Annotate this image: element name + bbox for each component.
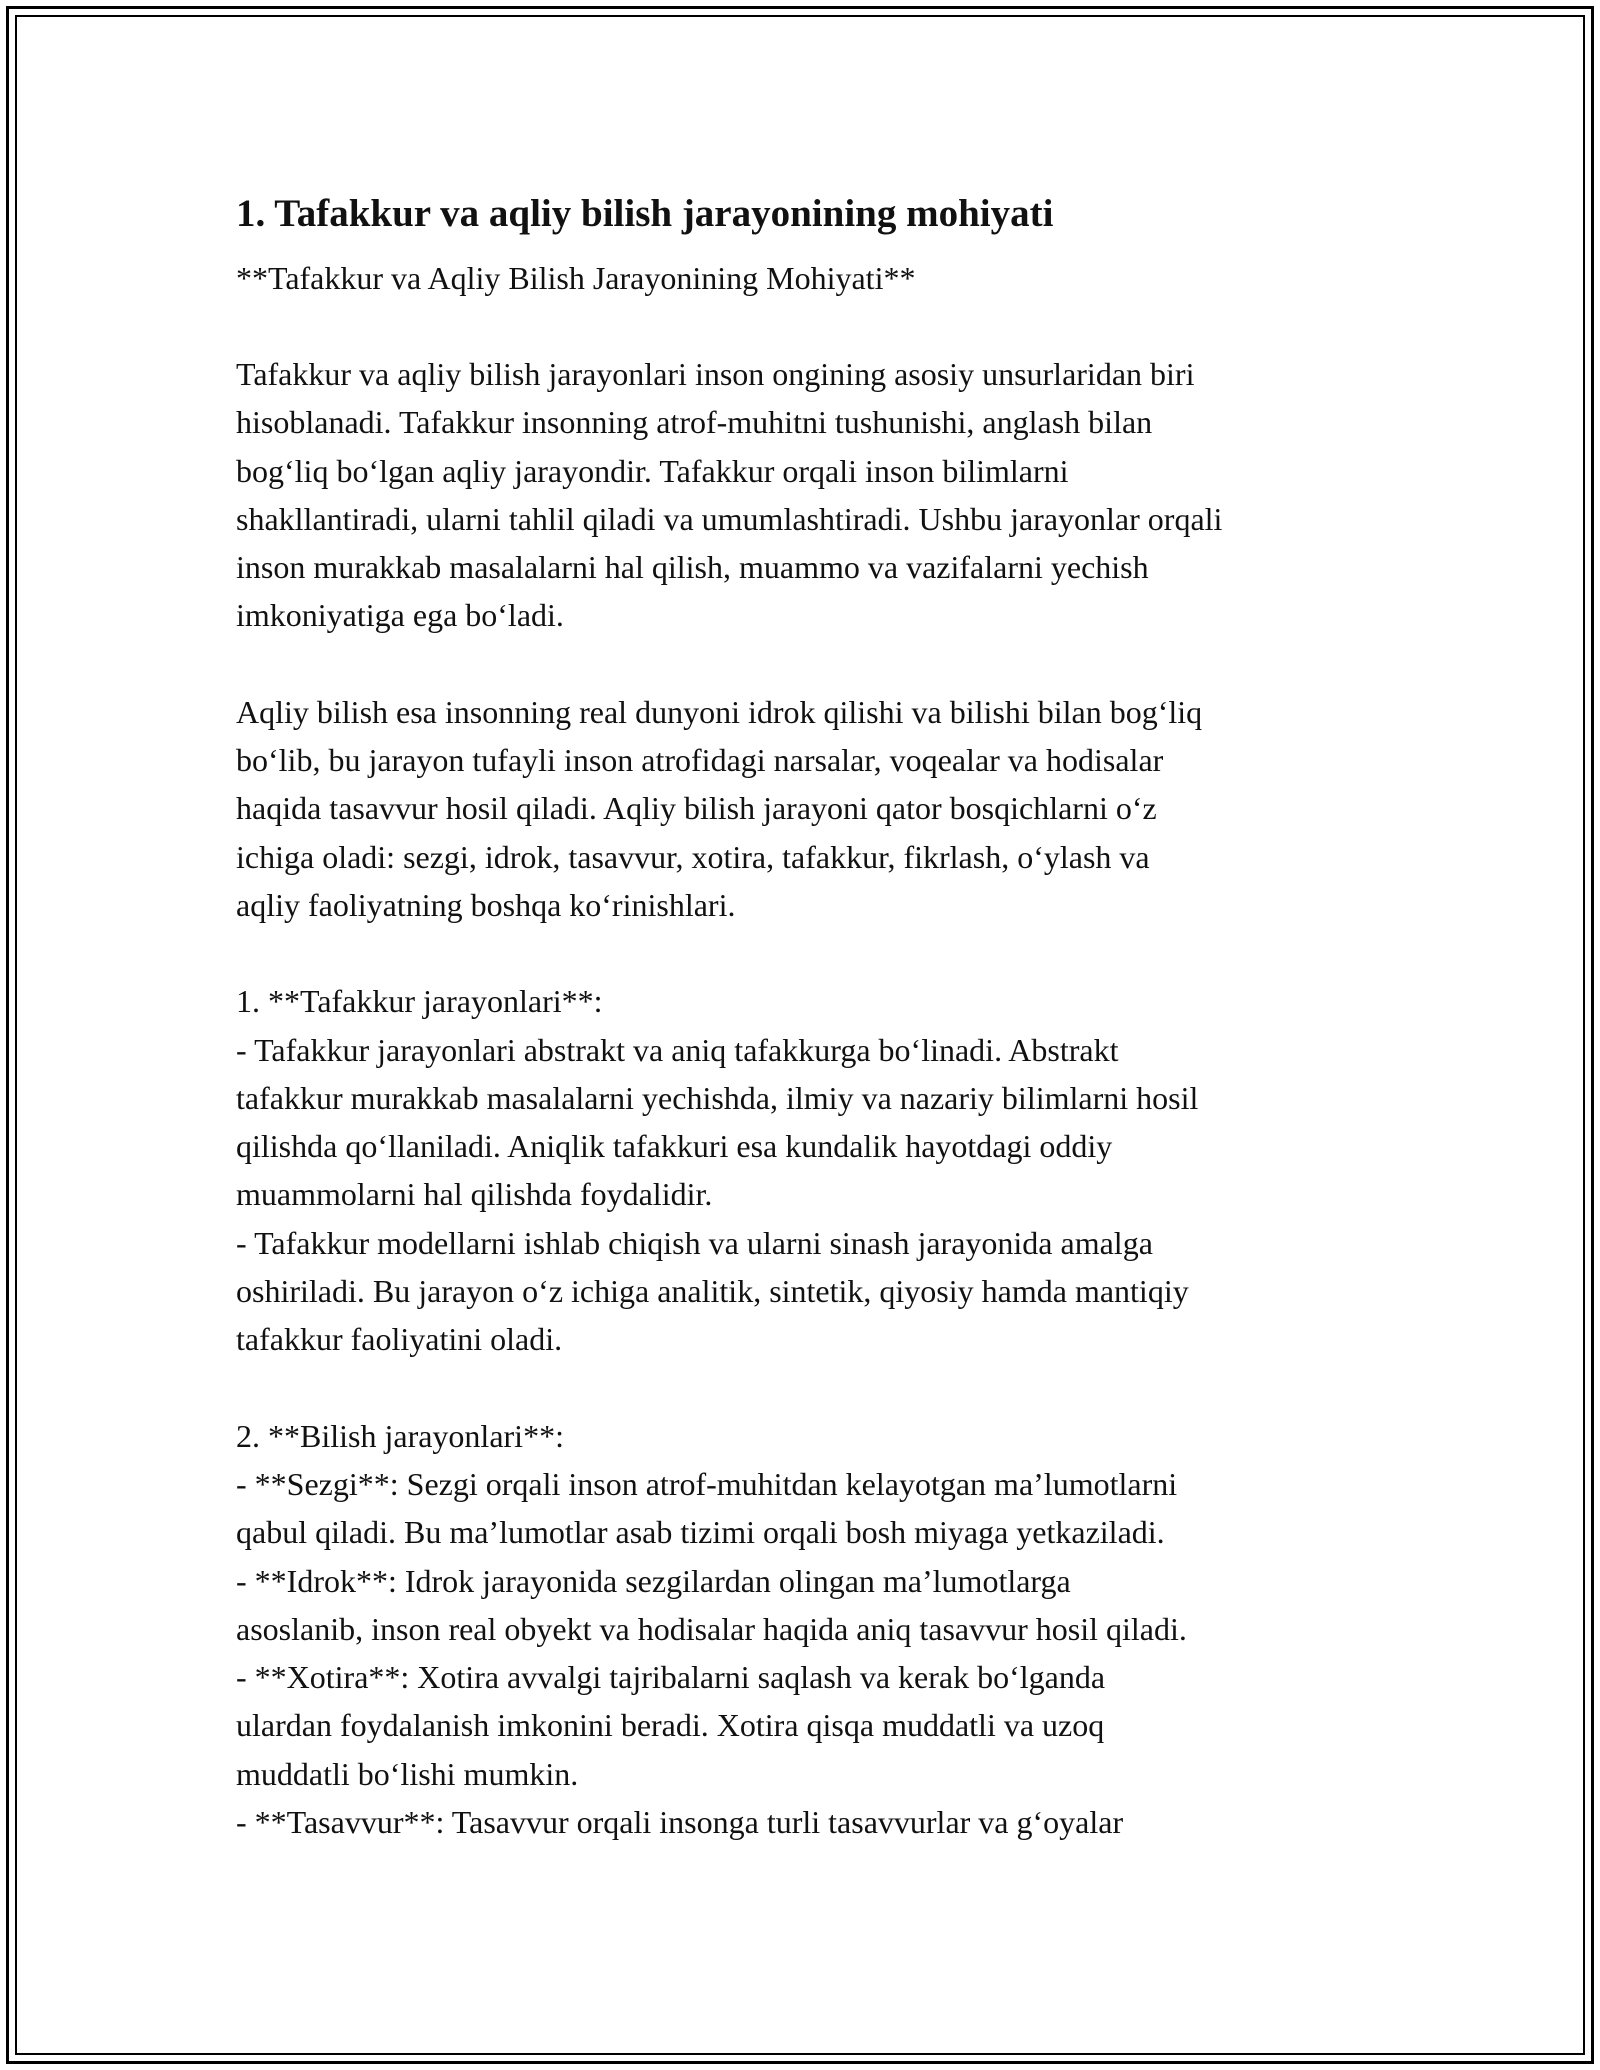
document-subtitle: **Tafakkur va Aqliy Bilish Jarayonining Mohiyati** xyxy=(236,260,916,296)
paragraph-tafakkur-jarayonlari: 1. **Tafakkur jarayonlari**: - Tafakkur jarayonlari abstrakt va aniq tafakkurga bo‘linadi. Abstrakt tafakkur murakkab masalalarni yechishda, ilmiy va nazariy bilimlarni hosil qilishda qo‘llaniladi. Aniqlik tafakkuri esa kundalik hayotdagi oddiy muammolarni hal qilishda foydalidir. - Tafakkur modellarni ishlab chiqish va ularni sinash jarayonida amalga oshiriladi. Bu jarayon o‘z ichiga analitik, sintetik, qiyosiy hamda mantiqiy tafakkur faoliyatini oladi. xyxy=(236,983,1199,1358)
document-title: 1. Tafakkur va aqliy bilish jarayonining mohiyati xyxy=(236,192,1054,235)
document-body xyxy=(236,190,1376,1846)
paragraph-bilish-jarayonlari: 2. **Bilish jarayonlari**: - **Sezgi**: Sezgi orqali inson atrof-muhitdan kelayotgan ma’lumotlarni qabul qiladi. Bu ma’lumotlar asab tizimi orqali bosh miyaga yetkaziladi. - **Idrok**: Idrok jarayonida sezgilardan olingan ma’lumotlarga asoslanib, inson real obyekt va hodisalar haqida aniq tasavvur hosil qiladi. - **Xotira**: Xotira avvalgi tajribalarni saqlash va kerak bo‘lganda ulardan foydalanish imkonini beradi. Xotira qisqa muddatli va uzoq muddatli bo‘lishi mumkin. - **Tasavvur**: Tasavvur orqali insonga turli tasavvurlar va g‘oyalar xyxy=(236,1417,1187,1841)
paragraph-aqliy-bilish: Aqliy bilish esa insonning real dunyoni idrok qilishi va bilishi bilan bog‘liq bo‘lib, bu jarayon tufayli inson atrofidagi narsalar, voqealar va hodisalar haqida tasavvur hosil qiladi. Aqliy bilish jarayoni qator bosqichlarni o‘z ichiga oladi: sezgi, idrok, tasavvur, xotira, tafakkur, fikrlash, o‘ylash va aqliy faoliyatning boshqa ko‘rinishlari. xyxy=(236,693,1203,923)
paragraph-intro: Tafakkur va aqliy bilish jarayonlari inson ongining asosiy unsurlaridan biri hisoblanadi. Tafakkur insonning atrof-muhitni tushunishi, anglash bilan bog‘liq bo‘lgan aqliy jarayondir. Tafakkur orqali inson bilimlarni shakllantiradi, ularni tahlil qiladi va umumlashtiradi. Ushbu jarayonlar orqali inson murakkab masalalarni hal qilish, muammo va vazifalarni yechish imkoniyatiga ega bo‘ladi. xyxy=(236,356,1223,634)
